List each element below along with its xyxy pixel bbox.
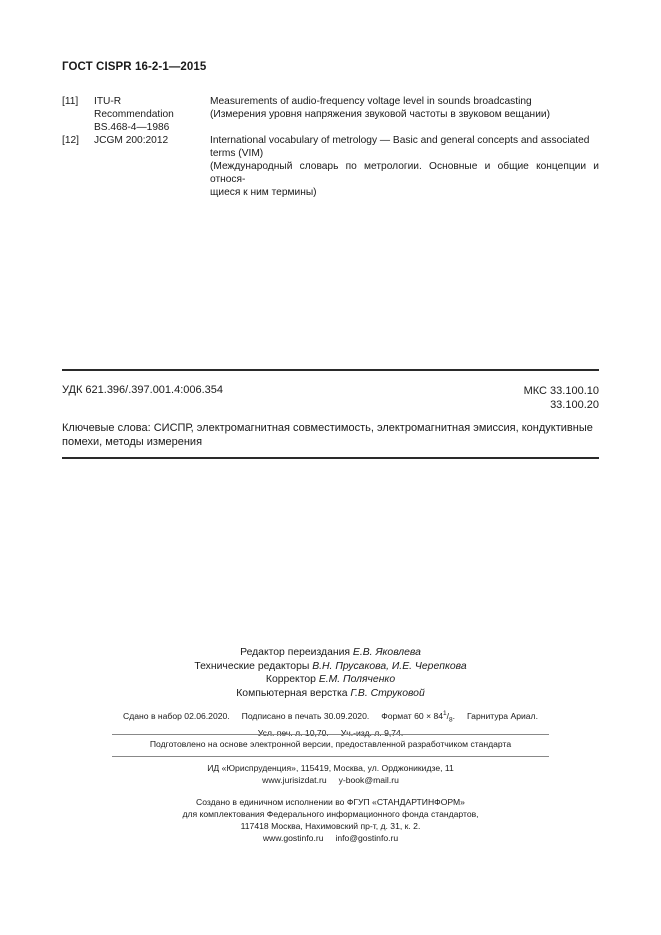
prepared-note-rule xyxy=(112,756,549,757)
mks-code-1: МКС 33.100.10 xyxy=(523,385,599,397)
tech-editors-line xyxy=(62,660,599,674)
editor-line xyxy=(62,646,599,660)
editor-name: Е.В. Яковлева xyxy=(352,647,421,658)
fgup-line-2: для комплектования Федерального информационного фонда стандартов, xyxy=(182,809,479,819)
print-info-line-1 xyxy=(62,708,599,727)
corrector-label: Корректор xyxy=(265,674,316,685)
publisher-email: y-book@mail.ru xyxy=(338,775,399,785)
prepared-note: Подготовлено на основе электронной версии, предоставленной разработчиком стандарта xyxy=(149,739,512,749)
tech-editors-names: В.Н. Прусакова, И.Е. Черепкова xyxy=(312,660,467,672)
udk-code: УДК 621.396/.397.001.4:006.354 xyxy=(62,384,224,396)
bib-number-11: [11] xyxy=(62,96,79,107)
bib-title-line: щиеся к ним термины) xyxy=(210,187,317,198)
format-denominator: 8 xyxy=(449,716,453,724)
typeface: Гарнитура Ариал. xyxy=(467,710,538,721)
bib-title-line: International vocabulary of metrology — Basic and general concepts and associated xyxy=(210,135,590,146)
bib-title-11 xyxy=(210,95,599,121)
bib-title-line: terms (VIM) xyxy=(210,148,264,159)
bib-source-line: JCGM 200:2012 xyxy=(94,135,169,146)
printed-sheets: Усл. печ. л. 10,70. xyxy=(257,727,329,738)
top-divider xyxy=(62,369,599,371)
submitted-date: Сдано в набор 02.06.2020. xyxy=(123,710,230,721)
mks-code-2: 33.100.20 xyxy=(550,399,599,411)
keywords-line: помехи, методы измерения xyxy=(62,436,203,448)
layout-name: Г.В. Струковой xyxy=(350,687,425,699)
bib-title-line: (Измерения уровня напряжения звуковой частоты в звуковом вещании) xyxy=(210,109,550,120)
publisher-address: ИД «Юриспруденция», 115419, Москва, ул. Орджоникидзе, 11 xyxy=(207,763,454,773)
fgup-line-1: Создано в единичном исполнении во ФГУП «СТАНДАРТИНФОРМ» xyxy=(196,797,465,807)
signed-date: Подписано в печать 30.09.2020. xyxy=(241,710,370,721)
document-header: ГОСТ CISPR 16-2-1—2015 xyxy=(62,61,207,73)
bib-title-line: (Международный словарь по метрологии. Основные и общие концепции и относя- xyxy=(210,161,599,185)
print-info-rule xyxy=(112,734,549,735)
paper-format-value: Формат 60 × 84 xyxy=(381,710,444,721)
paper-format: Формат $60 \times 84^1/_8$. xyxy=(381,710,456,724)
keywords-block xyxy=(62,421,599,449)
publication-sheets: Уч.-изд. л. 9,74. xyxy=(340,727,404,738)
print-info-line-2 xyxy=(62,727,599,739)
editor-label: Редактор переиздания xyxy=(240,647,351,658)
staff-credits xyxy=(62,646,599,700)
bib-title-12 xyxy=(210,134,599,199)
keywords-line: Ключевые слова: СИСПР, электромагнитная совместимость, электромагнитная эмиссия, кондуктивные xyxy=(62,422,593,434)
fgup-line-3: 117418 Москва, Нахимовский пр-т, д. 31, к. 2. xyxy=(240,821,421,831)
bib-source-12 xyxy=(94,134,194,147)
mks-codes xyxy=(524,384,599,412)
format-numerator: 1 xyxy=(443,710,447,717)
bib-number-12: [12] xyxy=(62,135,79,146)
fgup-block xyxy=(62,796,599,844)
bib-source-line: Recommendation xyxy=(94,109,174,120)
layout-line xyxy=(62,687,599,701)
publisher-website: www.jurisizdat.ru xyxy=(262,775,327,785)
bib-title-line: Measurements of audio-frequency voltage level in sounds broadcasting xyxy=(210,96,532,107)
corrector-line xyxy=(62,673,599,687)
corrector-name: Е.М. Поляченко xyxy=(318,674,396,685)
bib-source-line: ITU-R xyxy=(94,96,122,107)
fgup-email: info@gostinfo.ru xyxy=(335,833,399,843)
tech-editors-label: Технические редакторы xyxy=(194,660,310,672)
fgup-contacts xyxy=(62,832,599,844)
bib-source-11 xyxy=(94,95,194,134)
publisher-contacts xyxy=(62,774,599,786)
publisher-block xyxy=(62,762,599,786)
layout-label: Компьютерная верстка xyxy=(236,687,348,699)
fgup-website: www.gostinfo.ru xyxy=(262,833,324,843)
bib-source-line: BS.468-4—1986 xyxy=(94,122,170,133)
bottom-divider xyxy=(62,457,599,459)
